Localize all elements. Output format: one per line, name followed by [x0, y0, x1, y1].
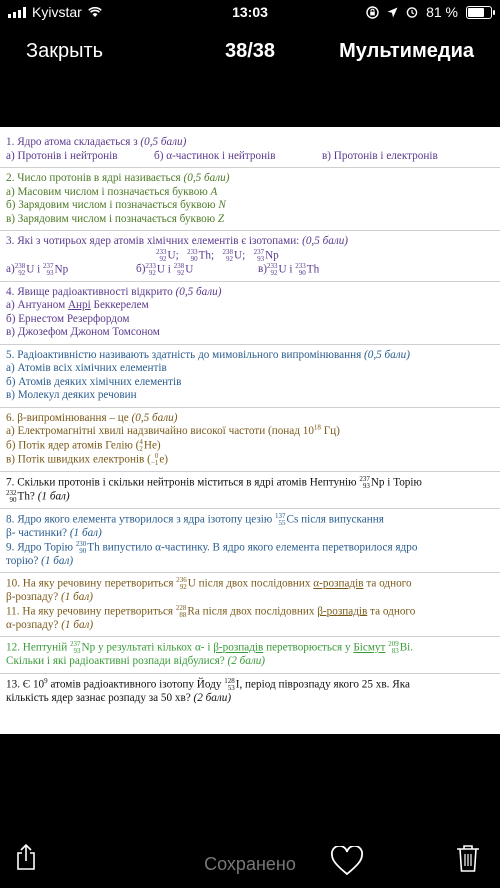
q1-option-c: в) Протонів і електронів — [322, 149, 438, 162]
question-9: 9. Ядро Торію 230 90 Th випустило α-частинку. В ядро якого елемента перетворилося ядро торію? (1 бал) — [6, 539, 418, 567]
q4-text: 4. Явище радіоактивності відкрито — [6, 285, 173, 298]
q2-option-c: в) Зарядовим числом і позначається буквою — [6, 212, 218, 225]
question-13: 13. Є $10^9$ атомів радіоактивного ізотопу Йоду 128 53 I, період піврозпаду якого 25 хв. Яка кількість ядер зазнає розпаду за 50 хв? (2 бали) — [6, 676, 410, 704]
clock: 13:03 — [232, 4, 268, 20]
question-11: 11. На яку речовину перетвориться 228 88 Ra після двох послідовних β-розпадів та одного α-розпаду? (1 бал) — [6, 603, 416, 631]
question-5 — [0, 349, 500, 403]
q6-option-b: б) Потік ядер атомів Гелію ( 4 2 He) — [6, 437, 161, 453]
question-3: 3. Які з чотирьох ядер атомів хімічних елементів є ізотопами: (0,5 бали) 233 92 U; 233 90 Th; 238 92 U; 237 93 Np а) 238 92 U і 237 93 Np б) 233 92 U і 238 92 U в) 233 92 U і 233 90 Th — [6, 235, 349, 277]
q2-score: (0,5 бали) — [183, 172, 230, 184]
q2-a-letter: A — [210, 185, 218, 198]
question-10: 10. На яку речовину перетвориться 236 92 U після двох послідовних α-розпадів та одного β-розпаду? (1 бал) — [6, 576, 412, 604]
close-button[interactable]: Закрыть — [26, 40, 104, 62]
q5-text: 5. Радіоактивністю називають здатність до мимовільного випромінювання — [6, 348, 362, 361]
q3-text: 3. Які з чотирьох ядер атомів хімічних елементів є ізотопами: — [6, 235, 300, 247]
q1-option-a: а) Протонів і нейтронів — [6, 149, 118, 162]
q3-nuclide-2: Th; — [198, 249, 215, 262]
alarm-icon — [406, 6, 418, 18]
q6-text: 6. β-випромінювання – це — [6, 411, 129, 424]
q6-score: (0,5 бали) — [131, 411, 178, 424]
q2-option-a: а) Масовим числом і позначається буквою — [6, 185, 211, 198]
photo-counter: 38/38 — [224, 40, 276, 62]
question-2 — [0, 172, 500, 226]
question-1 — [0, 136, 500, 163]
q3-option-a: а) 238 92 U і 237 93 Np — [6, 261, 69, 277]
question-7: 7. Скільки протонів і скільки нейтронів міститься в ядрі атомів Нептунію 237 93 Np і Торію 232 90 Th? (1 бал) — [6, 474, 422, 504]
q1-option-b: б) α-частинок і нейтронів — [154, 149, 276, 162]
carrier-name: Kyivstar — [32, 4, 82, 20]
q3-option-b: б) 233 92 U і 238 92 U — [136, 261, 194, 277]
q5-score: (0,5 бали) — [364, 348, 410, 361]
q4-option-b: б) Ернестом Резерфордом — [6, 312, 130, 325]
saved-label: Сохранено — [204, 854, 296, 874]
question-4 — [0, 286, 500, 340]
q2-option-b: б) Зарядовим числом і позначається буквою — [6, 199, 219, 211]
q4-score: (0,5 бали) — [175, 285, 222, 298]
status-bar — [0, 0, 500, 26]
nav-bar — [0, 30, 500, 74]
battery-icon — [466, 6, 492, 19]
document-photo — [0, 127, 500, 734]
q3-score: (0,5 бали) — [302, 235, 349, 247]
question-8: 8. Ядро якого елемента утворилося з ядра ізотопу цезію 137 55 Cs після випускання β- частинки? (1 бал) — [6, 511, 384, 540]
q1-text: 1. Ядро атома складається з — [6, 136, 138, 148]
location-icon — [387, 7, 398, 18]
q2-b-letter: N — [218, 199, 226, 211]
question-12: 12. Нептуній 237 93 Np у результаті кількох α- і β-розпадів перетворюється у Бісмут 209 83 Bi. Скільки і які радіоактивні розпади відбулися? (2 бали) — [6, 640, 414, 668]
q6-option-a: а) Електромагнітні хвилі надзвичайно високої частоти (понад $10^{18}$ Гц) — [6, 423, 340, 438]
multimedia-button[interactable]: Мультимедиа — [339, 40, 474, 62]
q4-option-c: в) Джозефом Джоном Томсоном — [6, 326, 160, 339]
q3-nuclide-4: Np — [265, 249, 279, 262]
trash-icon[interactable] — [456, 844, 480, 872]
q2-text: 2. Число протонів в ядрі називається — [6, 172, 181, 184]
bottom-toolbar — [0, 830, 500, 888]
battery-percent: 81 % — [426, 4, 458, 20]
q3-nuclide-3: U; — [234, 249, 246, 262]
heart-icon[interactable] — [330, 846, 364, 876]
q3-nuclide-1: U; — [167, 249, 179, 262]
rotation-lock-icon — [366, 6, 379, 19]
q1-score: (0,5 бали) — [140, 136, 187, 148]
q3-option-c: в) 233 92 U і 233 90 Th — [258, 261, 320, 277]
q5-option-b: б) Атомів деяких хімічних елементів — [6, 375, 182, 388]
q2-c-letter: Z — [217, 212, 225, 225]
question-6 — [0, 412, 500, 467]
q5-option-c: в) Молекул деяких речовин — [6, 389, 137, 402]
q6-option-c: в) Потік швидких електронів ( 0 −1 e) — [6, 451, 169, 467]
q5-option-a: а) Атомів всіх хімічних елементів — [6, 362, 167, 375]
q4-option-a: а) Антуаном Анрі Беккерелем — [6, 299, 149, 312]
